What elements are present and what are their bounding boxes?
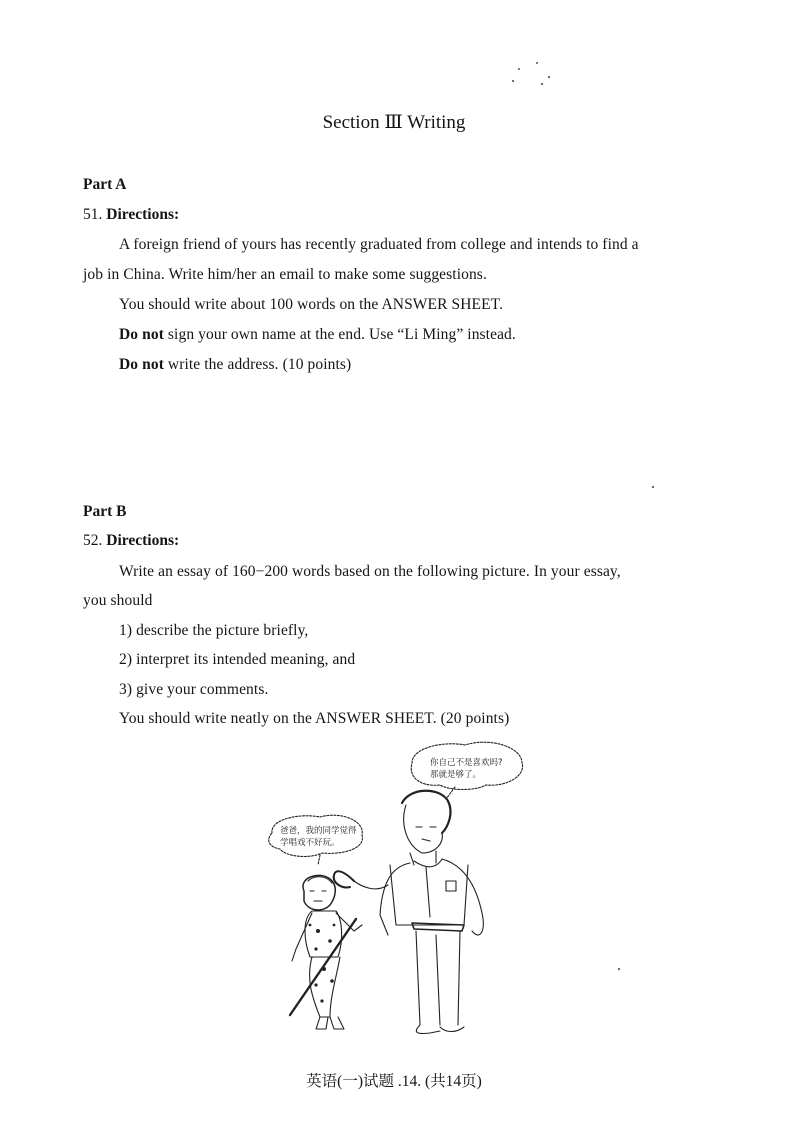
directions-label: Directions:	[106, 206, 180, 223]
kid-costume-pattern	[309, 924, 336, 1003]
instruction-text: write the address. (10 points)	[163, 356, 352, 373]
scan-speck	[618, 968, 620, 970]
part-a-word-limit: You should write about 100 words on the ANSWER SHEET.	[119, 296, 504, 313]
scan-speck	[652, 486, 654, 488]
part-b-paragraph-line1: Write an essay of 160−200 words based on the following picture. In your essay,	[119, 563, 621, 580]
kid-bubble-line1: 爸爸，我的同学觉得	[280, 826, 357, 836]
scan-speck	[512, 80, 514, 82]
scan-speck	[548, 76, 550, 78]
part-a-paragraph-line1: A foreign friend of yours has recently graduated from college and intends to find a	[119, 236, 639, 253]
do-not-label: Do not	[119, 356, 164, 373]
part-a-directions	[83, 206, 179, 224]
instruction-text: sign your own name at the end. Use “Li Ming” instead.	[163, 326, 516, 343]
kid-figure	[290, 875, 362, 1029]
part-b-closing: You should write neatly on the ANSWER SHEET. (20 points)	[119, 710, 510, 727]
section-title: Section Ⅲ Writing	[322, 112, 466, 133]
part-a-heading: Part A	[83, 176, 127, 193]
question-number: 52.	[83, 532, 103, 549]
part-a-paragraph-line2: job in China. Write him/her an email to make some suggestions.	[83, 266, 487, 283]
scan-speck	[541, 83, 543, 85]
scan-speck	[536, 62, 538, 64]
question-number: 51.	[83, 206, 103, 223]
list-item: 1) describe the picture briefly,	[119, 622, 309, 639]
directions-label: Directions:	[106, 532, 180, 549]
kid-bubble-line2: 学唱戏不好玩。	[280, 838, 340, 848]
do-not-label: Do not	[119, 326, 164, 343]
part-a-instruction-signature	[119, 326, 516, 344]
scan-speck	[518, 68, 520, 70]
part-b-directions	[83, 532, 179, 550]
kid-speech-bubble	[269, 815, 363, 865]
list-item: 2) interpret its intended meaning, and	[119, 651, 356, 668]
page-footer: 英语(一)试题 .14. (共14页)	[306, 1073, 482, 1090]
part-b-heading: Part B	[83, 503, 127, 520]
part-b-paragraph-line2: you should	[83, 592, 153, 609]
man-bubble-line2: 那就是够了。	[430, 770, 482, 780]
cartoon-illustration	[250, 735, 550, 1045]
part-a-instruction-address	[119, 356, 351, 374]
man-bubble-line1: 你自己不是喜欢吗?	[430, 758, 503, 768]
list-item: 3) give your comments.	[119, 681, 269, 698]
